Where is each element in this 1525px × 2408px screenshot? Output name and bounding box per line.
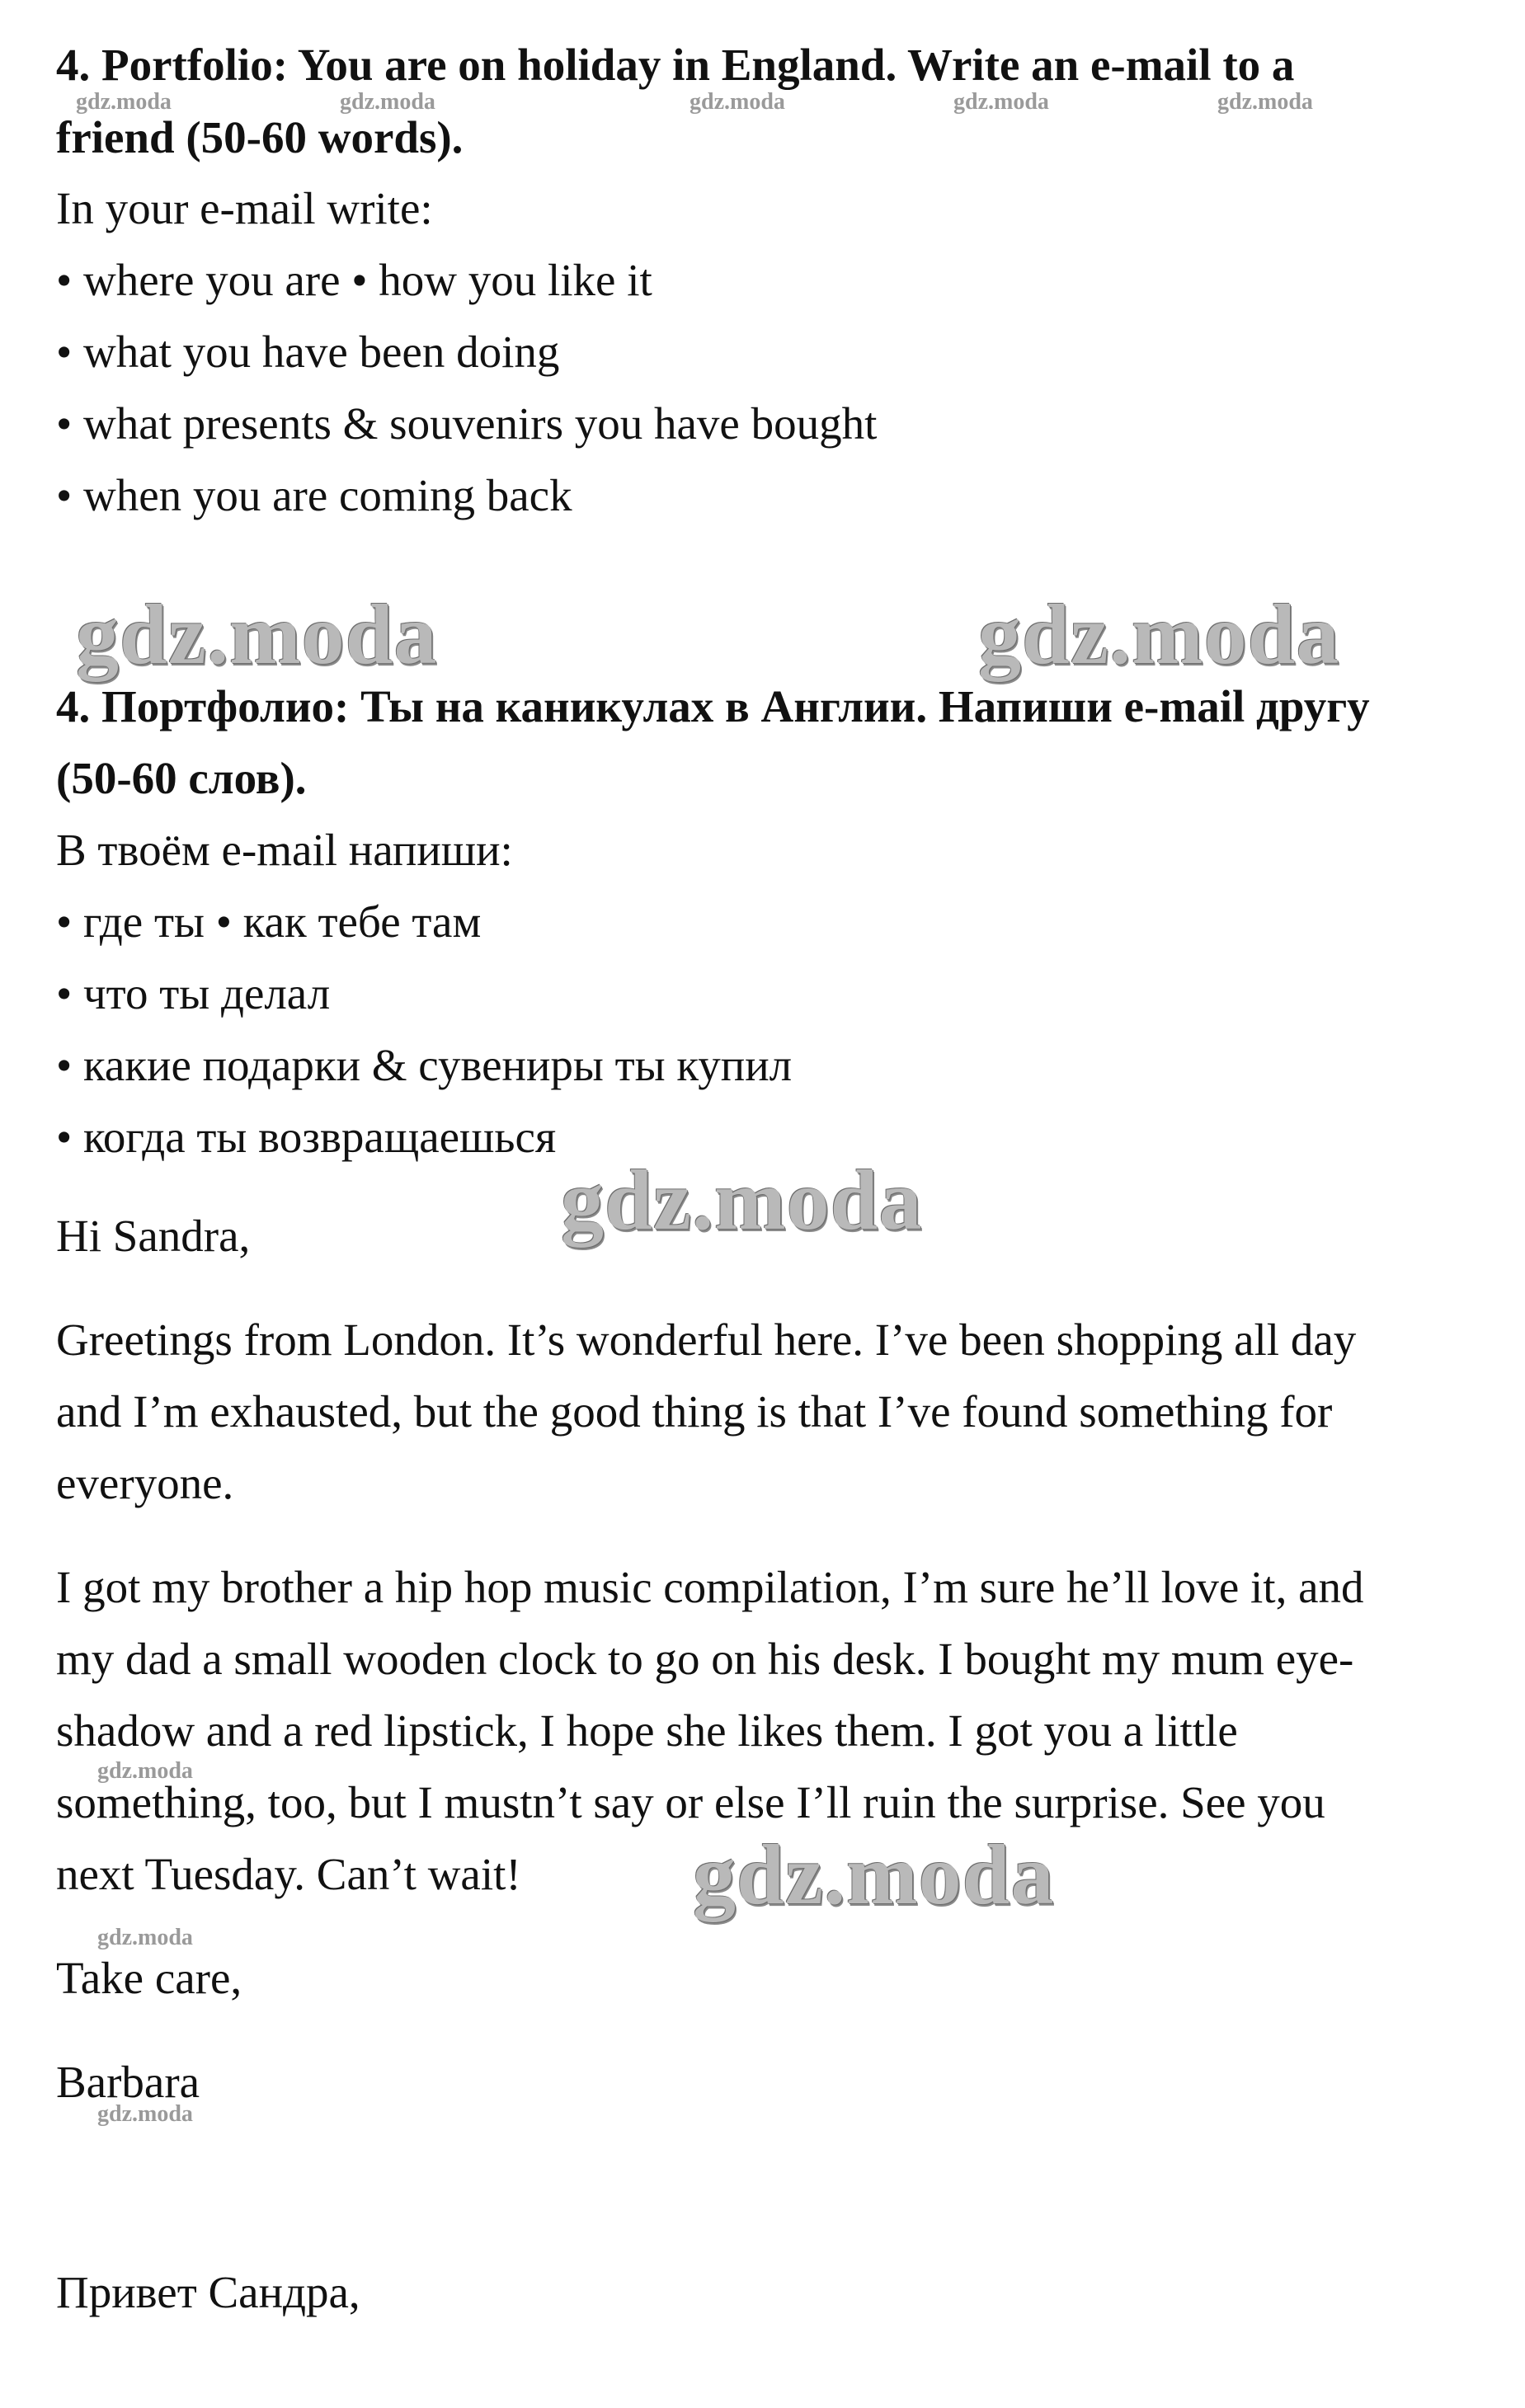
email-paragraph2-line: something, too, but I mustn’t say or else I’ll ruin the surprise. See you	[56, 1777, 1325, 1827]
watermark-small: gdz.moda	[340, 89, 435, 115]
watermark-large: gdz.moda	[561, 1153, 923, 1248]
task-heading-en-line1: 4. Portfolio: You are on holiday in England. Write an e-mail to a	[56, 40, 1295, 90]
watermark-small: gdz.moda	[76, 89, 172, 115]
watermark-small: gdz.moda	[1217, 89, 1313, 115]
task-heading-en-line2: friend (50-60 words).	[56, 112, 464, 162]
email-paragraph1-line: Greetings from London. It’s wonderful here. I’ve been shopping all day	[56, 1315, 1357, 1365]
email-paragraph2-line: I got my brother a hip hop music compilation, I’m sure he’ll love it, and	[56, 1562, 1364, 1612]
watermark-small: gdz.moda	[953, 89, 1049, 115]
watermark-large: gdz.moda	[978, 587, 1340, 682]
email-paragraph1-line: and I’m exhausted, but the good thing is that I’ve found something for	[56, 1386, 1333, 1437]
email-greeting: Hi Sandra,	[56, 1211, 251, 1261]
task-bullet-ru: • что ты делал	[56, 968, 331, 1018]
email-paragraph2-line: shadow and a red lipstick, I hope she likes them. I got you a little	[56, 1705, 1238, 1756]
task-intro-ru: В твоём e-mail напиши:	[56, 825, 513, 875]
task-intro-en: In your e-mail write:	[56, 183, 433, 233]
email-paragraph2-line: next Tuesday. Can’t wait!	[56, 1849, 521, 1899]
task-bullet-ru: • какие подарки & сувениры ты купил	[56, 1040, 793, 1090]
task-bullet-ru: • где ты • как тебе там	[56, 896, 482, 947]
watermark-large: gdz.moda	[76, 587, 438, 682]
task-bullet-en: • when you are coming back	[56, 470, 572, 520]
email-paragraph2-line: my dad a small wooden clock to go on his desk. I bought my mum eye-	[56, 1634, 1354, 1684]
task-bullet-en: • what presents & souvenirs you have bought	[56, 398, 878, 449]
watermark-large: gdz.moda	[693, 1827, 1055, 1922]
task-heading-ru-line2: (50-60 слов).	[56, 753, 307, 803]
watermark-small: gdz.moda	[97, 1758, 193, 1784]
email-paragraph1-line: everyone.	[56, 1458, 234, 1508]
email-signature: Barbara	[56, 2057, 200, 2107]
task-bullet-ru: • когда ты возвращаешься	[56, 1112, 557, 1162]
watermark-small: gdz.moda	[690, 89, 785, 115]
task-bullet-en: • where you are • how you like it	[56, 255, 652, 305]
task-bullet-en: • what you have been doing	[56, 327, 560, 377]
task-heading-ru-line1: 4. Портфолио: Ты на каникулах в Англии. Напиши e-mail другу	[56, 681, 1370, 731]
watermark-small: gdz.moda	[97, 2101, 193, 2127]
email-closing: Take care,	[56, 1953, 242, 2003]
watermark-small: gdz.moda	[97, 1925, 193, 1950]
email-ru-greeting: Привет Сандра,	[56, 2267, 360, 2317]
